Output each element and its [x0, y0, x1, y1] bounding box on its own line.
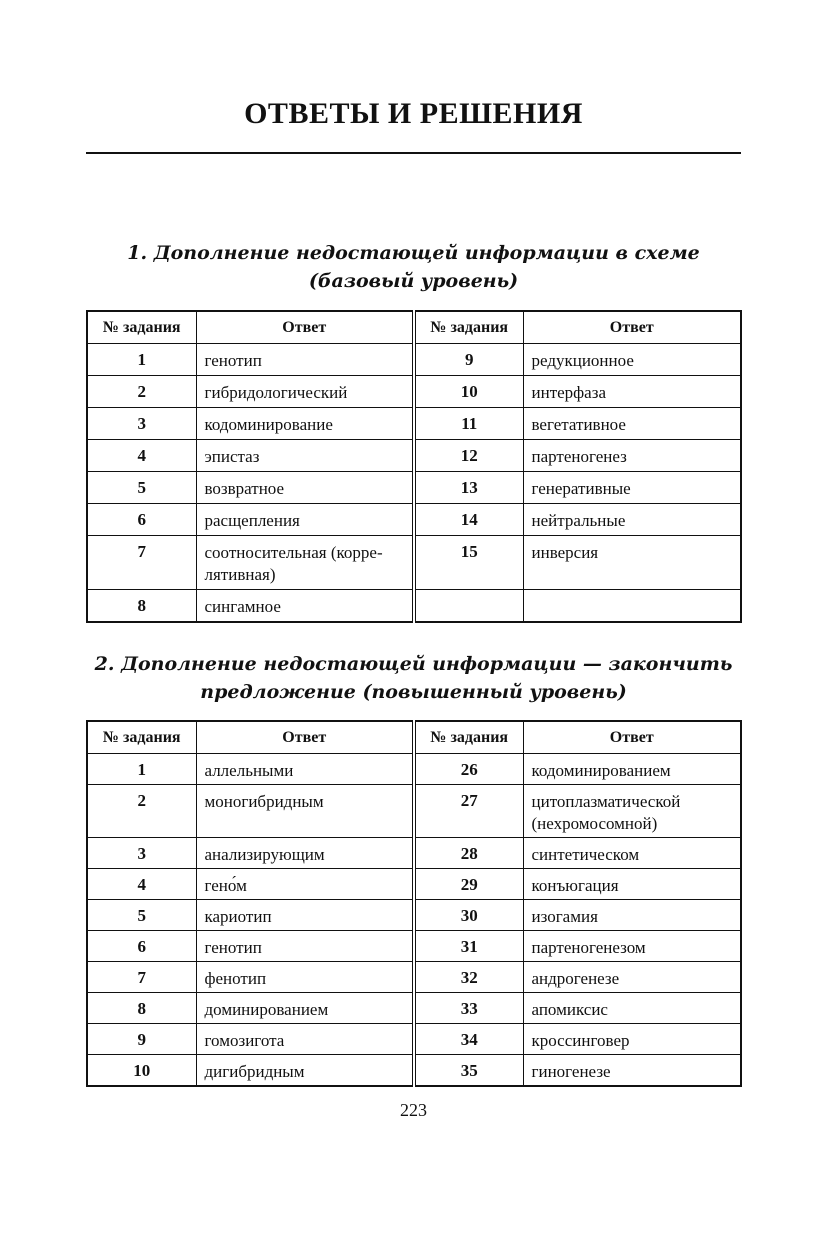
section-2-heading-line-2: предложение (повышенный уровень) [200, 681, 627, 703]
answer: сингамное [196, 590, 414, 622]
answer: кариотип [196, 900, 414, 931]
task-number: 1 [87, 754, 196, 785]
answer [196, 536, 414, 590]
table-header-row [87, 721, 741, 754]
answer: эпистаз [196, 440, 414, 472]
answer: кроссинговер [523, 1024, 741, 1055]
answer: синтетическом [523, 838, 741, 869]
column-header-task-number: № задания [414, 311, 523, 344]
task-number: 30 [414, 900, 523, 931]
table-row [87, 440, 741, 472]
answer: кодоминированием [523, 754, 741, 785]
answer: генеративные [523, 472, 741, 504]
task-number [414, 590, 523, 622]
task-number: 5 [87, 900, 196, 931]
table-row [87, 869, 741, 900]
task-number: 2 [87, 785, 196, 838]
table-row [87, 900, 741, 931]
table-row [87, 344, 741, 376]
answer: вегетативное [523, 408, 741, 440]
answer: конъюгация [523, 869, 741, 900]
section-1-heading-line-2: (базовый уровень) [308, 270, 519, 292]
table-row [87, 1055, 741, 1086]
task-number: 2 [87, 376, 196, 408]
section-1-heading-line-1: 1. Дополнение недостающей информации в схеме [127, 242, 700, 264]
table-row [87, 590, 741, 622]
answer: аллельными [196, 754, 414, 785]
task-number: 35 [414, 1055, 523, 1086]
table-header-row [87, 311, 741, 344]
task-number: 5 [87, 472, 196, 504]
answer: возвратное [196, 472, 414, 504]
table-row [87, 504, 741, 536]
table-row [87, 931, 741, 962]
task-number: 29 [414, 869, 523, 900]
column-header-task-number: № задания [87, 311, 196, 344]
answer: кодоминирование [196, 408, 414, 440]
task-number: 11 [414, 408, 523, 440]
table-row [87, 962, 741, 993]
task-number: 8 [87, 993, 196, 1024]
answer-line-2: лятивная) [204, 565, 276, 584]
task-number: 6 [87, 931, 196, 962]
answer: дигибридным [196, 1055, 414, 1086]
table-row [87, 838, 741, 869]
task-number: 33 [414, 993, 523, 1024]
table-row [87, 754, 741, 785]
table-row [87, 1024, 741, 1055]
answer: моногибридным [196, 785, 414, 838]
column-header-answer: Ответ [196, 721, 414, 754]
answer: гомозигота [196, 1024, 414, 1055]
answer: инверсия [523, 536, 741, 590]
page-number: 223 [400, 1100, 427, 1120]
answer: нейтральные [523, 504, 741, 536]
answer: изогамия [523, 900, 741, 931]
section-2-answers-table [86, 720, 742, 1087]
table-row [87, 376, 741, 408]
task-number: 4 [87, 440, 196, 472]
task-number: 31 [414, 931, 523, 962]
answer: генотип [196, 931, 414, 962]
table-row [87, 536, 741, 590]
task-number: 8 [87, 590, 196, 622]
task-number: 10 [87, 1055, 196, 1086]
section-1-answers-table [86, 310, 742, 623]
answer: фенотип [196, 962, 414, 993]
section-2-heading [86, 650, 741, 706]
section-1-heading [86, 239, 741, 295]
answer: партеногенез [523, 440, 741, 472]
table-row [87, 785, 741, 838]
answer: гибридологический [196, 376, 414, 408]
table-row [87, 408, 741, 440]
task-number: 13 [414, 472, 523, 504]
answer: доминированием [196, 993, 414, 1024]
answer: генотип [196, 344, 414, 376]
answer: анализирующим [196, 838, 414, 869]
task-number: 7 [87, 962, 196, 993]
column-header-task-number: № задания [87, 721, 196, 754]
task-number: 34 [414, 1024, 523, 1055]
task-number: 10 [414, 376, 523, 408]
column-header-task-number: № задания [414, 721, 523, 754]
task-number: 6 [87, 504, 196, 536]
task-number: 26 [414, 754, 523, 785]
answer: андрогенезе [523, 962, 741, 993]
table-row [87, 472, 741, 504]
task-number: 32 [414, 962, 523, 993]
task-number: 4 [87, 869, 196, 900]
answer: редукционное [523, 344, 741, 376]
column-header-answer: Ответ [523, 721, 741, 754]
table-row [87, 993, 741, 1024]
answer: партеногенезом [523, 931, 741, 962]
answer: гено́м [196, 869, 414, 900]
answer-line-1: цитоплазматической [531, 792, 681, 811]
page-title: ОТВЕТЫ И РЕШЕНИЯ [244, 97, 583, 130]
answer [523, 590, 741, 622]
column-header-answer: Ответ [523, 311, 741, 344]
answer: расщепления [196, 504, 414, 536]
task-number: 27 [414, 785, 523, 838]
answer: интерфаза [523, 376, 741, 408]
title-divider [86, 152, 741, 154]
task-number: 15 [414, 536, 523, 590]
task-number: 9 [414, 344, 523, 376]
column-header-answer: Ответ [196, 311, 414, 344]
answer: гиногенезе [523, 1055, 741, 1086]
task-number: 3 [87, 408, 196, 440]
task-number: 14 [414, 504, 523, 536]
section-2-heading-line-1: 2. Дополнение недостающей информации — закончить [94, 653, 733, 675]
answer [523, 785, 741, 838]
task-number: 28 [414, 838, 523, 869]
task-number: 12 [414, 440, 523, 472]
answer-line-1: соотносительная (корре- [204, 543, 383, 562]
task-number: 1 [87, 344, 196, 376]
task-number: 9 [87, 1024, 196, 1055]
task-number: 3 [87, 838, 196, 869]
task-number: 7 [87, 536, 196, 590]
answer-line-2: (нехромосомной) [531, 814, 658, 833]
answer: апомиксис [523, 993, 741, 1024]
